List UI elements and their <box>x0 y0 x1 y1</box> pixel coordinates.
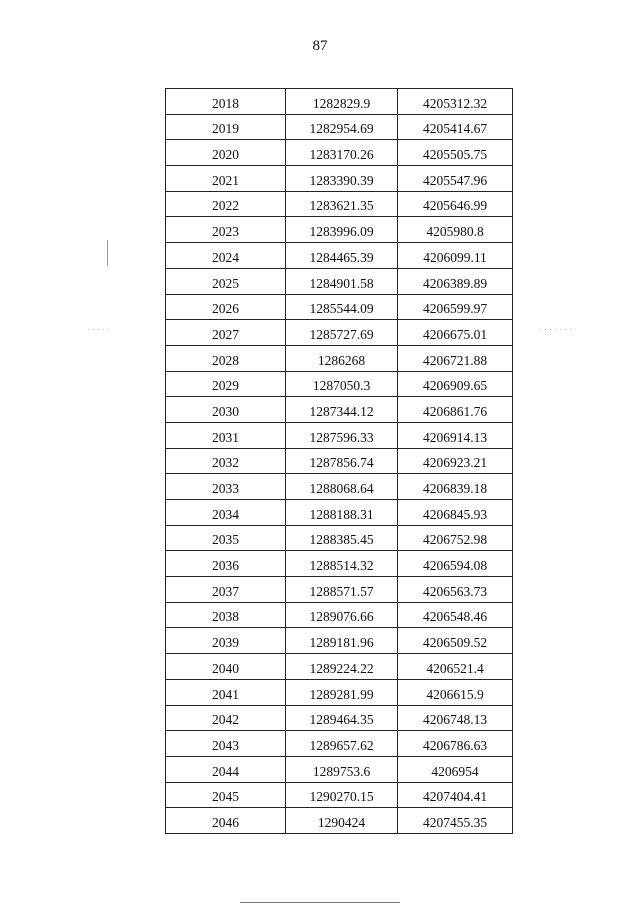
point-number-cell: 2044 <box>166 756 286 782</box>
table-row <box>166 577 513 603</box>
point-number-cell: 2031 <box>166 422 286 448</box>
x-coordinate-cell: 1287050.3 <box>286 371 398 397</box>
x-coordinate-cell: 1289076.66 <box>286 602 398 628</box>
point-number-cell: 2029 <box>166 371 286 397</box>
x-coordinate-cell: 1286268 <box>286 345 398 371</box>
y-coordinate-cell: 4207455.35 <box>398 808 513 834</box>
point-number-cell: 2039 <box>166 628 286 654</box>
y-coordinate-cell: 4206599.97 <box>398 294 513 320</box>
table-row <box>166 422 513 448</box>
table-row <box>166 808 513 834</box>
point-number-cell: 2024 <box>166 243 286 269</box>
table-row <box>166 756 513 782</box>
x-coordinate-cell: 1289281.99 <box>286 679 398 705</box>
table-row <box>166 371 513 397</box>
y-coordinate-cell: 4206786.63 <box>398 731 513 757</box>
point-number-cell: 2027 <box>166 320 286 346</box>
table-row <box>166 731 513 757</box>
y-coordinate-cell: 4206594.08 <box>398 551 513 577</box>
table-row <box>166 551 513 577</box>
point-number-cell: 2045 <box>166 782 286 808</box>
y-coordinate-cell: 4206914.13 <box>398 422 513 448</box>
table-row <box>166 294 513 320</box>
table-row <box>166 345 513 371</box>
point-number-cell: 2026 <box>166 294 286 320</box>
x-coordinate-cell: 1283390.39 <box>286 166 398 192</box>
x-coordinate-cell: 1284901.58 <box>286 268 398 294</box>
point-number-cell: 2033 <box>166 474 286 500</box>
point-number-cell: 2028 <box>166 345 286 371</box>
point-number-cell: 2032 <box>166 448 286 474</box>
table-row <box>166 654 513 680</box>
x-coordinate-cell: 1288068.64 <box>286 474 398 500</box>
x-coordinate-cell: 1289753.6 <box>286 756 398 782</box>
coordinates-table-body <box>166 89 513 834</box>
point-number-cell: 2025 <box>166 268 286 294</box>
y-coordinate-cell: 4206845.93 <box>398 500 513 526</box>
table-row <box>166 782 513 808</box>
x-coordinate-cell: 1283170.26 <box>286 140 398 166</box>
x-coordinate-cell: 1290270.15 <box>286 782 398 808</box>
y-coordinate-cell: 4206954 <box>398 756 513 782</box>
table-row <box>166 397 513 423</box>
y-coordinate-cell: 4205312.32 <box>398 89 513 115</box>
x-coordinate-cell: 1288385.45 <box>286 525 398 551</box>
x-coordinate-cell: 1289657.62 <box>286 731 398 757</box>
y-coordinate-cell: 4206521.4 <box>398 654 513 680</box>
table-row <box>166 217 513 243</box>
table-row <box>166 166 513 192</box>
point-number-cell: 2023 <box>166 217 286 243</box>
y-coordinate-cell: 4206548.46 <box>398 602 513 628</box>
table-row <box>166 474 513 500</box>
x-coordinate-cell: 1285727.69 <box>286 320 398 346</box>
y-coordinate-cell: 4206909.65 <box>398 371 513 397</box>
y-coordinate-cell: 4205414.67 <box>398 114 513 140</box>
point-number-cell: 2034 <box>166 500 286 526</box>
table-row <box>166 320 513 346</box>
scan-artifact-bottom-line <box>240 902 400 903</box>
x-coordinate-cell: 1289181.96 <box>286 628 398 654</box>
y-coordinate-cell: 4207404.41 <box>398 782 513 808</box>
table-row <box>166 140 513 166</box>
scan-artifact-dots-right <box>540 329 572 330</box>
y-coordinate-cell: 4206389.89 <box>398 268 513 294</box>
point-number-cell: 2043 <box>166 731 286 757</box>
y-coordinate-cell: 4206721.88 <box>398 345 513 371</box>
table-row <box>166 500 513 526</box>
point-number-cell: 2041 <box>166 679 286 705</box>
x-coordinate-cell: 1282954.69 <box>286 114 398 140</box>
x-coordinate-cell: 1284465.39 <box>286 243 398 269</box>
y-coordinate-cell: 4206615.9 <box>398 679 513 705</box>
scan-artifact-mark <box>107 240 108 266</box>
x-coordinate-cell: 1283996.09 <box>286 217 398 243</box>
point-number-cell: 2042 <box>166 705 286 731</box>
table-row <box>166 448 513 474</box>
x-coordinate-cell: 1287596.33 <box>286 422 398 448</box>
scan-artifact-dots-left <box>88 329 112 330</box>
page-number: 87 <box>312 38 328 54</box>
table-row <box>166 191 513 217</box>
x-coordinate-cell: 1288571.57 <box>286 577 398 603</box>
x-coordinate-cell: 1288188.31 <box>286 500 398 526</box>
table-row <box>166 243 513 269</box>
point-number-cell: 2038 <box>166 602 286 628</box>
x-coordinate-cell: 1287856.74 <box>286 448 398 474</box>
coordinates-table <box>165 88 513 834</box>
y-coordinate-cell: 4205505.75 <box>398 140 513 166</box>
y-coordinate-cell: 4206923.21 <box>398 448 513 474</box>
point-number-cell: 2046 <box>166 808 286 834</box>
table-row <box>166 268 513 294</box>
point-number-cell: 2036 <box>166 551 286 577</box>
x-coordinate-cell: 1283621.35 <box>286 191 398 217</box>
point-number-cell: 2021 <box>166 166 286 192</box>
y-coordinate-cell: 4206752.98 <box>398 525 513 551</box>
table-row <box>166 114 513 140</box>
x-coordinate-cell: 1285544.09 <box>286 294 398 320</box>
table-row <box>166 525 513 551</box>
y-coordinate-cell: 4206675.01 <box>398 320 513 346</box>
y-coordinate-cell: 4206509.52 <box>398 628 513 654</box>
table-row <box>166 679 513 705</box>
y-coordinate-cell: 4206563.73 <box>398 577 513 603</box>
x-coordinate-cell: 1290424 <box>286 808 398 834</box>
point-number-cell: 2018 <box>166 89 286 115</box>
y-coordinate-cell: 4205646.99 <box>398 191 513 217</box>
point-number-cell: 2035 <box>166 525 286 551</box>
y-coordinate-cell: 4206748.13 <box>398 705 513 731</box>
x-coordinate-cell: 1287344.12 <box>286 397 398 423</box>
y-coordinate-cell: 4206099.11 <box>398 243 513 269</box>
y-coordinate-cell: 4205547.96 <box>398 166 513 192</box>
table-row <box>166 705 513 731</box>
y-coordinate-cell: 4206861.76 <box>398 397 513 423</box>
table-row <box>166 628 513 654</box>
y-coordinate-cell: 4206839.18 <box>398 474 513 500</box>
point-number-cell: 2040 <box>166 654 286 680</box>
x-coordinate-cell: 1288514.32 <box>286 551 398 577</box>
point-number-cell: 2037 <box>166 577 286 603</box>
point-number-cell: 2022 <box>166 191 286 217</box>
point-number-cell: 2019 <box>166 114 286 140</box>
x-coordinate-cell: 1282829.9 <box>286 89 398 115</box>
x-coordinate-cell: 1289224.22 <box>286 654 398 680</box>
y-coordinate-cell: 4205980.8 <box>398 217 513 243</box>
table-row <box>166 89 513 115</box>
table-row <box>166 602 513 628</box>
x-coordinate-cell: 1289464.35 <box>286 705 398 731</box>
point-number-cell: 2020 <box>166 140 286 166</box>
point-number-cell: 2030 <box>166 397 286 423</box>
